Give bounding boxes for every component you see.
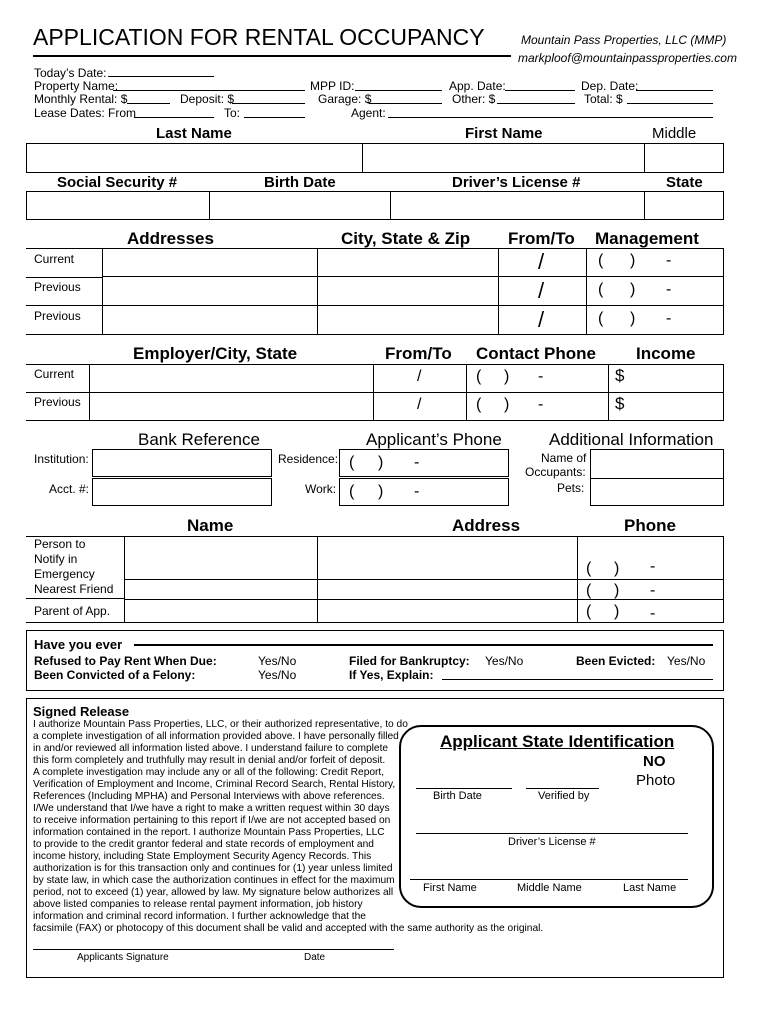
address-row-label: Previous	[34, 309, 81, 323]
app-date-label: App. Date:	[449, 79, 506, 93]
have-you-ever-title: Have you ever	[34, 637, 123, 652]
phone-paren-close: )	[614, 603, 620, 620]
addresses-header: Addresses	[127, 229, 214, 248]
institution-input[interactable]	[92, 449, 272, 477]
city-state-zip-cell[interactable]	[317, 248, 499, 277]
monthly-rental-label: Monthly Rental: $	[34, 92, 128, 106]
address-cell[interactable]	[102, 276, 318, 306]
bankruptcy-answer[interactable]: Yes/No	[485, 654, 524, 668]
phone-paren-close: )	[630, 281, 636, 298]
address-row-label: Previous	[34, 280, 81, 294]
release-last-line: facsimile (FAX) or photocopy of this document shall be valid and accepted with the same authority as the original.	[33, 923, 544, 934]
additional-info-header: Additional Information	[549, 430, 714, 449]
release-text-line: I/We understand that I/we have a right to make a written request within 30 days	[33, 803, 390, 814]
phone-paren-open: (	[349, 483, 355, 500]
address-left-rule	[26, 277, 103, 278]
felony-answer[interactable]: Yes/No	[258, 668, 297, 682]
city-state-zip-header: City, State & Zip	[341, 229, 471, 248]
bank-reference-header: Bank Reference	[138, 430, 260, 449]
release-text-line: information and criminal record information. I further acknowledge that the	[33, 911, 366, 922]
lease-to-field[interactable]	[244, 105, 305, 118]
phone-dash: -	[414, 454, 420, 471]
emergency-left-rule	[26, 622, 125, 623]
garage-field[interactable]	[369, 91, 442, 104]
state-id-box	[399, 725, 714, 908]
deposit-label: Deposit: $	[180, 92, 235, 106]
occupants-label: Occupants:	[525, 465, 586, 479]
phone-dash: -	[650, 558, 656, 575]
refused-rent-label: Refused to Pay Rent When Due:	[34, 654, 217, 668]
mpp-id-field[interactable]	[355, 78, 442, 91]
parent-name-cell[interactable]	[124, 599, 318, 623]
if-yes-label: If Yes, Explain:	[349, 668, 434, 682]
state-id-birthdate-field[interactable]	[416, 777, 512, 789]
phone-paren-open: (	[598, 281, 604, 298]
parent-address-cell[interactable]	[317, 599, 578, 623]
phone-dash: -	[666, 281, 672, 298]
phone-dash: -	[538, 396, 544, 413]
phone-paren-open: (	[598, 310, 604, 327]
garage-label: Garage: $	[318, 92, 372, 106]
phone-dash: -	[650, 605, 656, 622]
address-left-rule	[26, 334, 103, 335]
income-dollar: $	[615, 366, 625, 385]
address-row-label: Current	[34, 252, 75, 266]
release-text-line: above listed companies to release rental payment information, job history	[33, 899, 363, 910]
signature-date-label: Date	[304, 952, 326, 963]
phone-dash: -	[414, 483, 420, 500]
emergency-label: Emergency	[34, 567, 95, 581]
fromto-slash: /	[538, 249, 545, 274]
state-id-name-field[interactable]	[410, 868, 688, 880]
pets-input[interactable]	[590, 478, 724, 506]
emergency-left-rule	[26, 536, 125, 537]
state-id-no: NO	[643, 753, 666, 770]
refused-rent-answer[interactable]: Yes/No	[258, 654, 297, 668]
phone-paren-close: )	[614, 560, 620, 577]
release-text-line: in and/or reviewed all information listed above. I understand failure to complete	[33, 743, 389, 754]
agent-label: Agent:	[351, 106, 386, 120]
management-cell[interactable]	[586, 305, 724, 335]
middle-header: Middle	[652, 125, 697, 142]
applicant-phone-header: Applicant’s Phone	[366, 430, 502, 449]
release-text-line: authorization is for this transaction only and continues for (1) year unless limited	[33, 863, 393, 874]
dep-date-label: Dep. Date:	[581, 79, 639, 93]
phone-dash: -	[538, 368, 544, 385]
release-text-line: I authorize Mountain Pass Properties, LLC, or their authorized representative, to do	[33, 719, 408, 730]
employment-row-label: Current	[34, 367, 75, 381]
fromto-slash: /	[417, 368, 422, 385]
deposit-field[interactable]	[232, 91, 305, 104]
state-id-license-field[interactable]	[416, 822, 688, 834]
phone-paren-open: (	[586, 582, 592, 599]
employer-header: Employer/City, State	[133, 344, 298, 363]
phone-paren-open: (	[586, 603, 592, 620]
release-text-line: Verification of Employment and Income, Criminal Record Search, Rental History,	[33, 779, 396, 790]
phone-paren-close: )	[378, 483, 384, 500]
pets-label: Pets:	[557, 481, 585, 495]
parent-label: Parent of App.	[34, 604, 111, 618]
other-field[interactable]	[497, 91, 575, 104]
dep-date-field[interactable]	[636, 78, 713, 91]
income-dollar: $	[615, 394, 625, 413]
work-phone-input[interactable]	[339, 478, 509, 506]
form-title: APPLICATION FOR RENTAL OCCUPANCY	[33, 24, 485, 50]
company-email: markploof@mountainpassproperties.com	[518, 51, 737, 65]
total-field[interactable]	[627, 91, 713, 104]
release-text-line: period, not to exceed (1) year, allowed by law. My signature below authorizes all	[33, 887, 394, 898]
todays-date-field[interactable]	[108, 64, 214, 77]
emergency-phone-header: Phone	[624, 516, 676, 535]
management-header: Management	[595, 229, 699, 248]
state-id-first-name-label: First Name	[423, 882, 477, 894]
drivers-license-header: Driver’s License #	[452, 174, 581, 191]
employment-left-rule	[26, 364, 90, 365]
phone-paren-open: (	[586, 560, 592, 577]
residence-phone-input[interactable]	[339, 449, 509, 477]
address-fromto-header: From/To	[508, 229, 575, 248]
emergency-address-cell[interactable]	[317, 536, 578, 580]
phone-paren-open: (	[349, 454, 355, 471]
lease-to-label: To:	[224, 106, 241, 120]
state-id-last-name-label: Last Name	[623, 882, 677, 894]
release-text-line: a complete investigation of all information provided above. I have personally filled	[33, 731, 399, 742]
acct-label: Acct. #:	[49, 482, 90, 496]
last-name-header: Last Name	[156, 125, 232, 142]
state-id-title: Applicant State Identification	[440, 732, 675, 751]
state-id-license-label: Driver’s License #	[508, 836, 596, 848]
phone-paren-close: )	[504, 368, 510, 385]
if-yes-field[interactable]	[442, 667, 713, 680]
employment-row-label: Previous	[34, 395, 81, 409]
lease-from-field[interactable]	[134, 105, 214, 118]
income-cell[interactable]	[608, 392, 724, 421]
release-text-line: income history, including State Employment Security Agency Records. This	[33, 851, 372, 862]
emergency-label: Notify in	[34, 552, 78, 566]
todays-date-label: Today’s Date:	[34, 66, 107, 80]
occupants-input[interactable]	[590, 449, 724, 479]
birth-date-input[interactable]	[209, 191, 391, 220]
work-label: Work:	[305, 482, 337, 496]
emergency-name-header: Name	[187, 516, 234, 535]
fromto-slash: /	[538, 278, 545, 303]
signature-line[interactable]	[33, 937, 394, 950]
state-input[interactable]	[644, 191, 724, 220]
first-name-header: First Name	[465, 125, 543, 142]
agent-field[interactable]	[388, 105, 713, 118]
emergency-label: Person to	[34, 537, 86, 551]
employment-fromto-header: From/To	[385, 344, 452, 363]
address-left-rule	[26, 305, 103, 306]
city-state-zip-cell[interactable]	[317, 305, 499, 335]
state-id-birthdate-label: Birth Date	[433, 790, 482, 802]
employment-left-rule	[26, 392, 90, 393]
birth-date-header: Birth Date	[264, 174, 336, 191]
state-id-verified-label: Verified by	[538, 790, 590, 802]
first-name-input[interactable]	[362, 143, 645, 173]
bankruptcy-label: Filed for Bankruptcy:	[349, 654, 470, 668]
address-left-rule	[26, 248, 103, 249]
income-header: Income	[636, 344, 696, 363]
last-name-input[interactable]	[26, 143, 363, 173]
occupants-label: Name of	[541, 451, 587, 465]
phone-dash: -	[666, 310, 672, 327]
acct-input[interactable]	[92, 478, 272, 506]
phone-paren-open: (	[598, 252, 604, 269]
signed-release-title: Signed Release	[33, 704, 130, 719]
state-header: State	[666, 174, 703, 191]
emergency-address-header: Address	[452, 516, 521, 535]
release-text-line: information contained in the report. I authorize Mountain Pass Properties, LLC	[33, 827, 385, 838]
total-label: Total: $	[584, 92, 623, 106]
phone-paren-open: (	[476, 368, 482, 385]
management-cell[interactable]	[586, 276, 724, 306]
income-cell[interactable]	[608, 364, 724, 393]
phone-paren-close: )	[504, 396, 510, 413]
release-text-line: A complete investigation may include any or all of the following: Credit Report,	[33, 767, 385, 778]
address-cell[interactable]	[102, 248, 318, 277]
fromto-slash: /	[417, 396, 422, 413]
ssn-header: Social Security #	[57, 174, 178, 191]
lease-from-label: Lease Dates: From	[34, 106, 137, 120]
residence-label: Residence:	[278, 452, 339, 466]
evicted-label: Been Evicted:	[576, 654, 656, 668]
friend-address-cell[interactable]	[317, 579, 578, 600]
evicted-answer[interactable]: Yes/No	[667, 654, 706, 668]
address-cell[interactable]	[102, 305, 318, 335]
phone-paren-close: )	[630, 310, 636, 327]
management-cell[interactable]	[586, 248, 724, 277]
employment-left-rule	[26, 420, 90, 421]
ssn-input[interactable]	[26, 191, 210, 220]
phone-dash: -	[650, 582, 656, 599]
mpp-id-label: MPP ID:	[310, 79, 355, 93]
release-text-line: this form completely and truthfully may result in denial and/or forfeit of deposit.	[33, 755, 386, 766]
release-text-line: References (Including MPHA) and Personal Interviews with above references.	[33, 791, 385, 802]
middle-input[interactable]	[644, 143, 724, 173]
employer-cell[interactable]	[89, 392, 374, 421]
emergency-name-cell[interactable]	[124, 536, 318, 580]
felony-label: Been Convicted of a Felony:	[34, 668, 196, 682]
fromto-slash: /	[538, 307, 545, 332]
property-name-label: Property Name:	[34, 79, 119, 93]
phone-paren-close: )	[378, 454, 384, 471]
state-id-middle-name-label: Middle Name	[517, 882, 582, 894]
emergency-left-rule	[26, 598, 125, 599]
monthly-rental-field[interactable]	[127, 91, 170, 104]
have-you-ever-rule	[134, 637, 713, 646]
app-date-field[interactable]	[505, 78, 575, 91]
title-underline	[33, 55, 511, 57]
phone-dash: -	[666, 252, 672, 269]
release-text	[33, 719, 408, 923]
employer-cell[interactable]	[89, 364, 374, 393]
release-text-line: to receive information pertaining to this report if I/we are not accepted based on	[33, 815, 391, 826]
institution-label: Institution:	[34, 452, 89, 466]
phone-paren-close: )	[614, 582, 620, 599]
phone-paren-close: )	[630, 252, 636, 269]
property-name-field[interactable]	[113, 78, 305, 91]
friend-name-cell[interactable]	[124, 579, 318, 600]
release-text-line: to provide to the credit grantor federal and state records of employment and	[33, 839, 374, 850]
signature-label: Applicants Signature	[77, 952, 169, 963]
state-id-photo: Photo	[636, 772, 676, 789]
city-state-zip-cell[interactable]	[317, 276, 499, 306]
phone-paren-open: (	[476, 396, 482, 413]
contact-phone-header: Contact Phone	[476, 344, 596, 363]
state-id-verified-field[interactable]	[526, 777, 599, 789]
drivers-license-input[interactable]	[390, 191, 645, 220]
company-name: Mountain Pass Properties, LLC (MMP)	[521, 33, 727, 47]
nearest-friend-label: Nearest Friend	[34, 582, 114, 596]
other-label: Other: $	[452, 92, 496, 106]
release-text-line: by state law, in which case the authorization continues in effect for the maximum	[33, 875, 395, 886]
